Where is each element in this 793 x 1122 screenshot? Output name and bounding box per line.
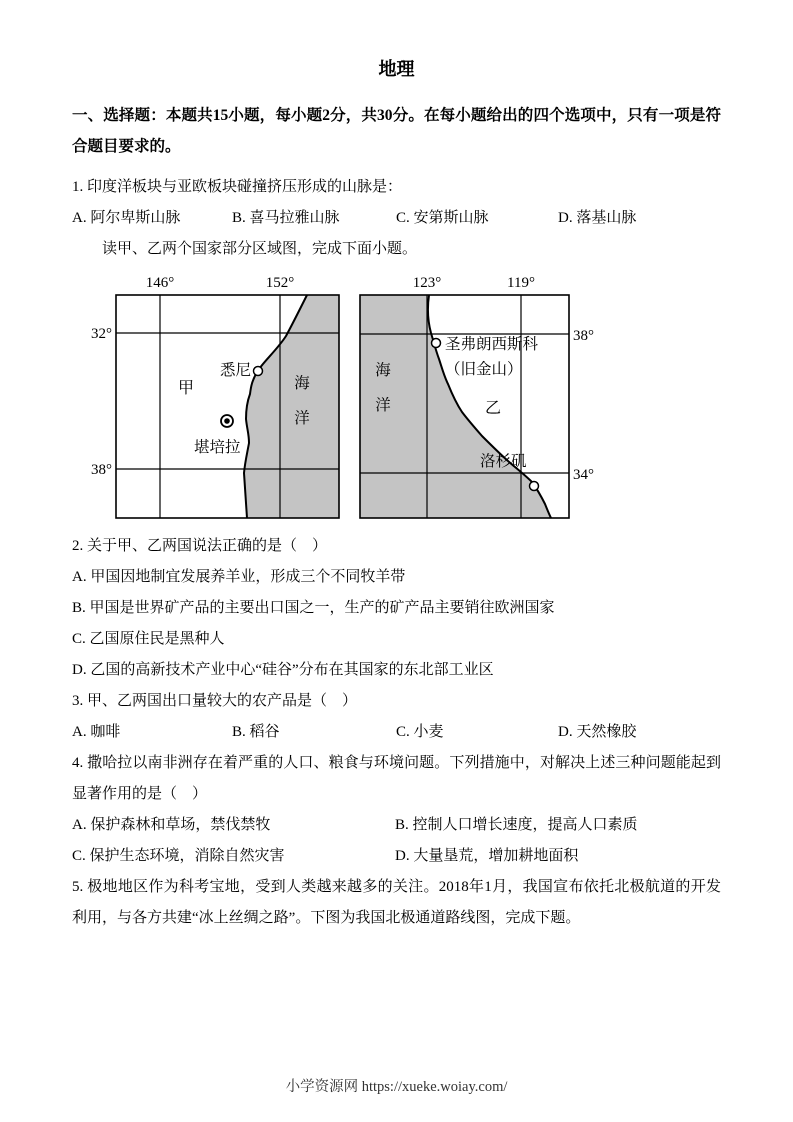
sydney-marker xyxy=(254,367,263,376)
option-a: A. 甲国因地制宜发展养羊业，形成三个不同牧羊带 xyxy=(72,569,406,585)
question-1-options xyxy=(72,203,721,234)
option-b: B. 稻谷 xyxy=(232,724,280,740)
ocean-label-char-2: 洋 xyxy=(294,410,310,427)
option-c: C. 保护生态环境，消除自然灾害 xyxy=(72,848,285,864)
option-b: B. 甲国是世界矿产品的主要出口国之一，生产的矿产品主要销往欧洲国家 xyxy=(72,600,555,616)
option-d: D. 天然橡胶 xyxy=(558,724,637,740)
ocean-label-char-1: 海 xyxy=(294,375,310,392)
question-5 xyxy=(72,872,721,934)
question-4-options-row1 xyxy=(72,810,721,841)
lon-label-146: 146° xyxy=(145,275,175,291)
region-maps-figure xyxy=(74,271,721,521)
question-5-stem: 5. 极地地区作为科考宝地，受到人类越来越多的关注。2018年1月，我国宣布依托北极航道的开发利用，与各方共建“冰上丝绸之路”。下图为我国北极通道路线图，完成下题。 xyxy=(72,879,721,926)
lon-label-123: 123° xyxy=(412,275,442,291)
los-angeles-marker xyxy=(530,482,539,491)
option-a: A. 保护森林和草场，禁伐禁牧 xyxy=(72,817,271,833)
question-2-stem: 2. 关于甲、乙两国说法正确的是（ ） xyxy=(72,538,328,554)
ocean-label-char-2: 洋 xyxy=(375,397,391,414)
san-francisco-marker xyxy=(432,339,441,348)
question-3-stem: 3. 甲、乙两国出口量较大的农产品是（ ） xyxy=(72,693,358,709)
option-c: C. 安第斯山脉 xyxy=(396,210,489,226)
map-country-jia xyxy=(74,271,350,521)
question-3-options xyxy=(72,717,721,748)
option-d: D. 落基山脉 xyxy=(558,210,637,226)
los-angeles-label: 洛杉矶 xyxy=(480,453,527,470)
canberra-marker-dot xyxy=(224,418,230,424)
map-country-yi xyxy=(350,271,600,521)
lat-label-38: 38° xyxy=(91,462,112,478)
san-francisco-label-line2: （旧金山） xyxy=(445,361,523,378)
option-a: A. 咖啡 xyxy=(72,724,121,740)
san-francisco-label-line1: 圣弗朗西斯科 xyxy=(445,336,539,353)
question-2 xyxy=(72,531,721,686)
lat-label-32: 32° xyxy=(91,326,112,342)
question-1 xyxy=(72,172,721,234)
question-3 xyxy=(72,686,721,748)
option-d: D. 乙国的高新技术产业中心“硅谷”分布在其国家的东北部工业区 xyxy=(72,662,494,678)
question-1-stem: 1. 印度洋板块与亚欧板块碰撞挤压形成的山脉是： xyxy=(72,179,403,195)
sydney-label: 悉尼 xyxy=(220,362,252,379)
region-label-jia: 甲 xyxy=(178,380,195,397)
lat-label-38: 38° xyxy=(573,328,594,344)
page-title: 地理 xyxy=(378,59,415,79)
ocean-label-char-1: 海 xyxy=(375,362,391,379)
lon-label-152: 152° xyxy=(265,275,295,291)
section-header: 一、选择题：本题共15小题，每小题2分，共30分。在每小题给出的四个选项中，只有一项是符合题目要求的。 xyxy=(72,107,721,155)
map-intro-text: 读甲、乙两个国家部分区域图，完成下面小题。 xyxy=(102,241,418,257)
option-b: B. 喜马拉雅山脉 xyxy=(232,210,340,226)
region-label-yi: 乙 xyxy=(485,400,502,417)
question-4-stem: 4. 撒哈拉以南非洲存在着严重的人口、粮食与环境问题。下列措施中，对解决上述三种问题能起到显著作用的是（ ） xyxy=(72,755,721,802)
question-4 xyxy=(72,748,721,872)
option-a: A. 阿尔卑斯山脉 xyxy=(72,210,181,226)
option-b: B. 控制人口增长速度，提高人口素质 xyxy=(395,817,638,833)
question-4-options-row2 xyxy=(72,841,721,872)
option-c: C. 乙国原住民是黑种人 xyxy=(72,631,225,647)
lat-label-34: 34° xyxy=(573,467,594,483)
option-c: C. 小麦 xyxy=(396,724,444,740)
page-footer: 小学资源网 https://xueke.woiay.com/ xyxy=(285,1079,508,1095)
canberra-label: 堪培拉 xyxy=(194,439,241,456)
lon-label-119: 119° xyxy=(507,275,535,291)
option-d: D. 大量垦荒，增加耕地面积 xyxy=(395,848,579,864)
